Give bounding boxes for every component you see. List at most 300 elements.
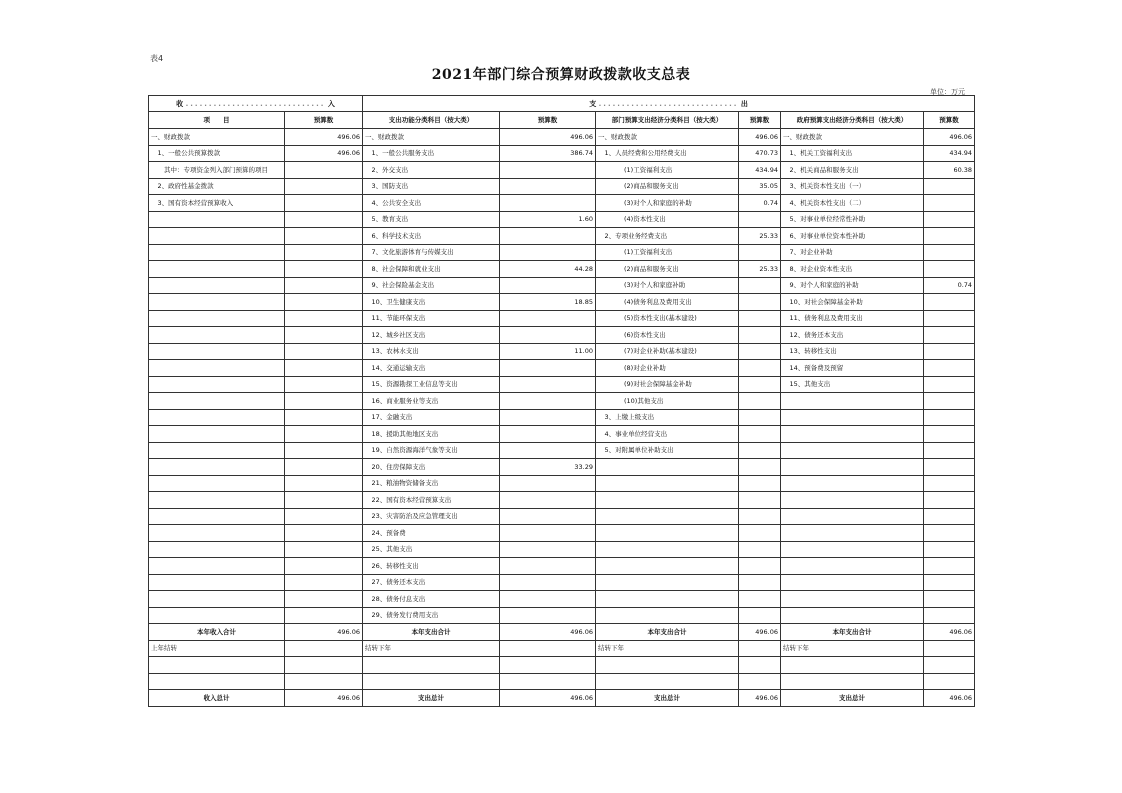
amount-cell	[500, 475, 596, 492]
amount-cell: 44.28	[500, 261, 596, 278]
item-cell: (8)对企业补助	[596, 360, 739, 377]
table-number-label: 表4	[150, 54, 164, 63]
table-row	[149, 607, 975, 624]
amount-cell	[500, 327, 596, 344]
item-cell: 1、一般公共服务支出	[363, 145, 500, 162]
item-cell: 17、金融支出	[363, 409, 500, 426]
column-header: 预算数	[924, 112, 975, 129]
item-cell	[149, 360, 285, 377]
table-row	[149, 360, 975, 377]
column-header: 政府预算支出经济分类科目（按大类）	[781, 112, 924, 129]
amount-cell	[924, 360, 975, 377]
amount-cell: 496.06	[285, 690, 363, 707]
amount-cell	[285, 508, 363, 525]
amount-cell	[924, 327, 975, 344]
amount-cell: 496.06	[500, 624, 596, 641]
amount-cell: 496.06	[924, 690, 975, 707]
expense-section-header	[363, 96, 975, 112]
amount-cell	[500, 492, 596, 509]
item-cell	[781, 459, 924, 476]
amount-cell	[924, 459, 975, 476]
item-cell: 6、科学技术支出	[363, 228, 500, 245]
amount-cell	[285, 393, 363, 410]
item-cell: 结转下年	[363, 640, 500, 657]
table-row	[149, 228, 975, 245]
amount-cell	[500, 360, 596, 377]
item-cell	[149, 376, 285, 393]
item-cell: 3、上缴上级支出	[596, 409, 739, 426]
item-cell	[363, 657, 500, 674]
item-cell	[149, 442, 285, 459]
amount-cell	[285, 277, 363, 294]
item-cell	[149, 409, 285, 426]
item-cell: 29、债务发行费用支出	[363, 607, 500, 624]
item-cell: (1)工资福利支出	[596, 244, 739, 261]
amount-cell	[285, 541, 363, 558]
table-row	[149, 409, 975, 426]
item-cell: (9)对社会保障基金补助	[596, 376, 739, 393]
item-cell: 1、一般公共预算拨款	[149, 145, 285, 162]
item-cell: 9、社会保险基金支出	[363, 277, 500, 294]
item-cell	[149, 607, 285, 624]
item-cell	[149, 310, 285, 327]
amount-cell	[285, 228, 363, 245]
amount-cell	[739, 640, 781, 657]
amount-cell	[285, 442, 363, 459]
amount-cell	[500, 541, 596, 558]
amount-cell	[739, 294, 781, 311]
amount-cell	[500, 393, 596, 410]
item-cell: 7、文化旅游体育与传媒支出	[363, 244, 500, 261]
amount-cell	[924, 657, 975, 674]
amount-cell	[500, 310, 596, 327]
table-row	[149, 343, 975, 360]
amount-cell	[500, 640, 596, 657]
item-cell: 11、节能环保支出	[363, 310, 500, 327]
item-cell: 上年结转	[149, 640, 285, 657]
item-cell: 一、财政拨款	[596, 129, 739, 146]
table-row	[149, 195, 975, 212]
item-cell	[596, 541, 739, 558]
amount-cell	[924, 211, 975, 228]
item-cell: 27、债务还本支出	[363, 574, 500, 591]
amount-cell	[285, 673, 363, 690]
item-cell: 8、对企业资本性支出	[781, 261, 924, 278]
table-row	[149, 393, 975, 410]
item-cell: 2、机关商品和服务支出	[781, 162, 924, 179]
item-cell	[149, 475, 285, 492]
amount-cell	[285, 162, 363, 179]
amount-cell: 18.85	[500, 294, 596, 311]
item-cell	[149, 508, 285, 525]
item-cell: 本年支出合计	[781, 624, 924, 641]
amount-cell	[285, 475, 363, 492]
item-cell: 7、对企业补助	[781, 244, 924, 261]
amount-cell	[285, 558, 363, 575]
item-cell: (6)资本性支出	[596, 327, 739, 344]
item-cell: 1、机关工资福利支出	[781, 145, 924, 162]
table-row	[149, 310, 975, 327]
table-row	[149, 129, 975, 146]
item-cell: 支出总计	[596, 690, 739, 707]
amount-cell	[285, 574, 363, 591]
amount-cell	[285, 244, 363, 261]
amount-cell	[924, 541, 975, 558]
amount-cell	[285, 607, 363, 624]
item-cell	[596, 574, 739, 591]
table-row	[149, 294, 975, 311]
amount-cell	[924, 426, 975, 443]
item-cell: 一、财政拨款	[149, 129, 285, 146]
item-cell	[149, 525, 285, 542]
amount-cell	[739, 558, 781, 575]
item-cell	[149, 673, 285, 690]
table-row	[149, 492, 975, 509]
amount-cell	[285, 310, 363, 327]
amount-cell	[924, 525, 975, 542]
item-cell: 28、债务付息支出	[363, 591, 500, 608]
table-row	[149, 211, 975, 228]
amount-cell	[739, 393, 781, 410]
amount-cell: 496.06	[739, 129, 781, 146]
item-cell: 10、对社会保障基金补助	[781, 294, 924, 311]
item-cell	[596, 657, 739, 674]
amount-cell	[285, 426, 363, 443]
amount-cell: 496.06	[924, 129, 975, 146]
amount-cell	[285, 525, 363, 542]
item-cell	[781, 508, 924, 525]
item-cell	[149, 574, 285, 591]
table-row	[149, 327, 975, 344]
amount-cell	[924, 228, 975, 245]
item-cell: (3)对个人和家庭的补助	[596, 195, 739, 212]
item-cell: 16、商业服务业等支出	[363, 393, 500, 410]
amount-cell	[924, 640, 975, 657]
amount-cell	[500, 574, 596, 591]
blank-row	[149, 673, 975, 690]
income-section-header	[149, 96, 363, 112]
amount-cell	[500, 591, 596, 608]
amount-cell	[500, 607, 596, 624]
amount-cell	[285, 178, 363, 195]
amount-cell	[739, 508, 781, 525]
item-cell: 4、公共安全支出	[363, 195, 500, 212]
amount-cell	[924, 244, 975, 261]
item-cell	[781, 673, 924, 690]
item-cell	[781, 574, 924, 591]
amount-cell	[739, 360, 781, 377]
amount-cell	[500, 558, 596, 575]
amount-cell: 386.74	[500, 145, 596, 162]
column-header: 支出功能分类科目（按大类）	[363, 112, 500, 129]
table-row	[149, 426, 975, 443]
amount-cell	[500, 525, 596, 542]
item-cell	[781, 442, 924, 459]
amount-cell	[924, 607, 975, 624]
item-cell	[149, 591, 285, 608]
amount-cell	[924, 409, 975, 426]
item-cell: 12、债务还本支出	[781, 327, 924, 344]
amount-cell	[739, 607, 781, 624]
item-cell: 本年支出合计	[596, 624, 739, 641]
amount-cell: 470.73	[739, 145, 781, 162]
item-cell	[596, 475, 739, 492]
amount-cell	[739, 310, 781, 327]
table-row	[149, 162, 975, 179]
item-cell	[149, 393, 285, 410]
blank-row	[149, 657, 975, 674]
amount-cell: 496.06	[285, 145, 363, 162]
amount-cell	[739, 475, 781, 492]
item-cell	[596, 525, 739, 542]
amount-cell	[739, 459, 781, 476]
table-row	[149, 145, 975, 162]
table-row	[149, 591, 975, 608]
item-cell	[149, 657, 285, 674]
amount-cell	[500, 426, 596, 443]
table-row	[149, 475, 975, 492]
column-header: 预算数	[739, 112, 781, 129]
amount-cell: 434.94	[739, 162, 781, 179]
amount-cell: 0.74	[924, 277, 975, 294]
item-cell: 2、政府性基金拨款	[149, 178, 285, 195]
item-cell: 8、社会保障和就业支出	[363, 261, 500, 278]
amount-cell	[739, 442, 781, 459]
amount-cell	[739, 541, 781, 558]
amount-cell	[739, 244, 781, 261]
item-cell: 21、粮油物资储备支出	[363, 475, 500, 492]
item-cell	[596, 591, 739, 608]
amount-cell	[739, 673, 781, 690]
amount-cell	[924, 673, 975, 690]
amount-cell: 496.06	[285, 129, 363, 146]
amount-cell	[285, 409, 363, 426]
expense-section-label-end: 出	[740, 99, 748, 108]
amount-cell	[500, 673, 596, 690]
amount-cell	[739, 376, 781, 393]
amount-cell	[739, 426, 781, 443]
item-cell	[149, 541, 285, 558]
item-cell: 24、预备费	[363, 525, 500, 542]
column-header: 部门预算支出经济分类科目（按大类）	[596, 112, 739, 129]
table-row	[149, 442, 975, 459]
income-section-label: 收	[176, 99, 184, 108]
item-cell: 1、人员经费和公用经费支出	[596, 145, 739, 162]
item-cell: 15、资源勘探工业信息等支出	[363, 376, 500, 393]
column-header-row	[149, 112, 975, 129]
expense-section-dots: ..............................	[598, 99, 739, 108]
amount-cell: 11.00	[500, 343, 596, 360]
item-cell	[596, 492, 739, 509]
table-row	[149, 376, 975, 393]
amount-cell	[924, 558, 975, 575]
amount-cell	[924, 574, 975, 591]
amount-cell: 0.74	[739, 195, 781, 212]
section-header-row	[149, 96, 975, 112]
amount-cell	[924, 492, 975, 509]
table-row	[149, 508, 975, 525]
amount-cell	[500, 228, 596, 245]
amount-cell: 496.06	[739, 690, 781, 707]
item-cell: 20、住房保障支出	[363, 459, 500, 476]
amount-cell	[739, 343, 781, 360]
amount-cell	[739, 657, 781, 674]
income-section-dots: ..............................	[185, 99, 326, 108]
table-row	[149, 178, 975, 195]
item-cell: (7)对企业补助(基本建设)	[596, 343, 739, 360]
item-cell: 3、国防支出	[363, 178, 500, 195]
item-cell: (2)商品和服务支出	[596, 261, 739, 278]
amount-cell	[500, 508, 596, 525]
item-cell: 23、灾害防治及应急管理支出	[363, 508, 500, 525]
amount-cell	[500, 442, 596, 459]
item-cell: 13、农林水支出	[363, 343, 500, 360]
item-cell: 18、援助其他地区支出	[363, 426, 500, 443]
item-cell: 25、其他支出	[363, 541, 500, 558]
item-cell: 3、机关资本性支出（一）	[781, 178, 924, 195]
item-cell	[596, 459, 739, 476]
item-cell: 5、对事业单位经常性补助	[781, 211, 924, 228]
item-cell: 6、对事业单位资本性补助	[781, 228, 924, 245]
item-cell	[781, 409, 924, 426]
amount-cell	[739, 574, 781, 591]
item-cell: 19、自然资源海洋气象等支出	[363, 442, 500, 459]
item-cell	[781, 426, 924, 443]
item-cell: (2)商品和服务支出	[596, 178, 739, 195]
column-header: 预算数	[500, 112, 596, 129]
table-row	[149, 459, 975, 476]
table-row	[149, 261, 975, 278]
item-cell: (4)资本性支出	[596, 211, 739, 228]
item-cell: 11、债务利息及费用支出	[781, 310, 924, 327]
table-row	[149, 277, 975, 294]
item-cell	[781, 492, 924, 509]
item-cell	[149, 228, 285, 245]
grand-total-row	[149, 690, 975, 707]
item-cell: 一、财政拨款	[363, 129, 500, 146]
item-cell: 26、转移性支出	[363, 558, 500, 575]
item-cell	[596, 673, 739, 690]
amount-cell	[924, 475, 975, 492]
item-cell: 2、外交支出	[363, 162, 500, 179]
item-cell	[781, 541, 924, 558]
item-cell	[781, 607, 924, 624]
amount-cell	[500, 178, 596, 195]
amount-cell	[739, 591, 781, 608]
item-cell: 22、国有资本经营预算支出	[363, 492, 500, 509]
item-cell	[149, 343, 285, 360]
amount-cell: 60.38	[924, 162, 975, 179]
item-cell: 2、专项业务经费支出	[596, 228, 739, 245]
item-cell: 支出总计	[781, 690, 924, 707]
item-cell	[149, 211, 285, 228]
item-cell: 15、其他支出	[781, 376, 924, 393]
amount-cell	[739, 211, 781, 228]
item-cell: (3)对个人和家庭补助	[596, 277, 739, 294]
amount-cell	[924, 508, 975, 525]
item-cell	[781, 393, 924, 410]
table-row	[149, 244, 975, 261]
amount-cell	[500, 376, 596, 393]
item-cell: 本年支出合计	[363, 624, 500, 641]
amount-cell	[285, 640, 363, 657]
expense-section-label: 支	[589, 99, 597, 108]
amount-cell: 496.06	[739, 624, 781, 641]
amount-cell: 496.06	[924, 624, 975, 641]
amount-cell	[500, 657, 596, 674]
income-section-label-end: 入	[327, 99, 335, 108]
item-cell	[596, 508, 739, 525]
amount-cell	[924, 294, 975, 311]
amount-cell	[285, 195, 363, 212]
amount-cell	[739, 409, 781, 426]
item-cell	[149, 327, 285, 344]
item-cell	[781, 591, 924, 608]
item-cell: 结转下年	[596, 640, 739, 657]
item-cell	[781, 475, 924, 492]
carryover-row	[149, 640, 975, 657]
item-cell: 4、机关资本性支出（二）	[781, 195, 924, 212]
amount-cell: 434.94	[924, 145, 975, 162]
amount-cell	[924, 376, 975, 393]
column-header: 预算数	[285, 112, 363, 129]
amount-cell	[285, 657, 363, 674]
amount-cell	[285, 360, 363, 377]
amount-cell	[924, 310, 975, 327]
amount-cell	[924, 261, 975, 278]
table-row	[149, 574, 975, 591]
item-cell	[149, 492, 285, 509]
amount-cell	[500, 195, 596, 212]
table-row	[149, 525, 975, 542]
item-cell	[149, 294, 285, 311]
amount-cell: 33.29	[500, 459, 596, 476]
amount-cell	[739, 525, 781, 542]
item-cell: 支出总计	[363, 690, 500, 707]
amount-cell	[924, 442, 975, 459]
amount-cell: 35.05	[739, 178, 781, 195]
item-cell: (10)其他支出	[596, 393, 739, 410]
unit-label: 单位：万元	[930, 88, 965, 96]
item-cell	[149, 558, 285, 575]
column-header: 项 目	[149, 112, 285, 129]
page-title: 2021年部门综合预算财政拨款收支总表	[431, 67, 691, 83]
year-total-row	[149, 624, 975, 641]
item-cell: 10、卫生健康支出	[363, 294, 500, 311]
amount-cell	[285, 294, 363, 311]
amount-cell	[285, 492, 363, 509]
item-cell	[781, 525, 924, 542]
table-row	[149, 558, 975, 575]
amount-cell	[500, 277, 596, 294]
item-cell: 收入总计	[149, 690, 285, 707]
item-cell: 14、交通运输支出	[363, 360, 500, 377]
amount-cell	[924, 591, 975, 608]
item-cell	[596, 607, 739, 624]
item-cell	[781, 558, 924, 575]
item-cell: 3、国有资本经营预算收入	[149, 195, 285, 212]
amount-cell	[924, 343, 975, 360]
item-cell	[149, 244, 285, 261]
item-cell	[363, 673, 500, 690]
amount-cell	[285, 591, 363, 608]
item-cell: (1)工资福利支出	[596, 162, 739, 179]
amount-cell: 496.06	[500, 690, 596, 707]
item-cell: 5、对附属单位补助支出	[596, 442, 739, 459]
item-cell: 4、事业单位经营支出	[596, 426, 739, 443]
amount-cell	[924, 195, 975, 212]
amount-cell: 25.33	[739, 228, 781, 245]
